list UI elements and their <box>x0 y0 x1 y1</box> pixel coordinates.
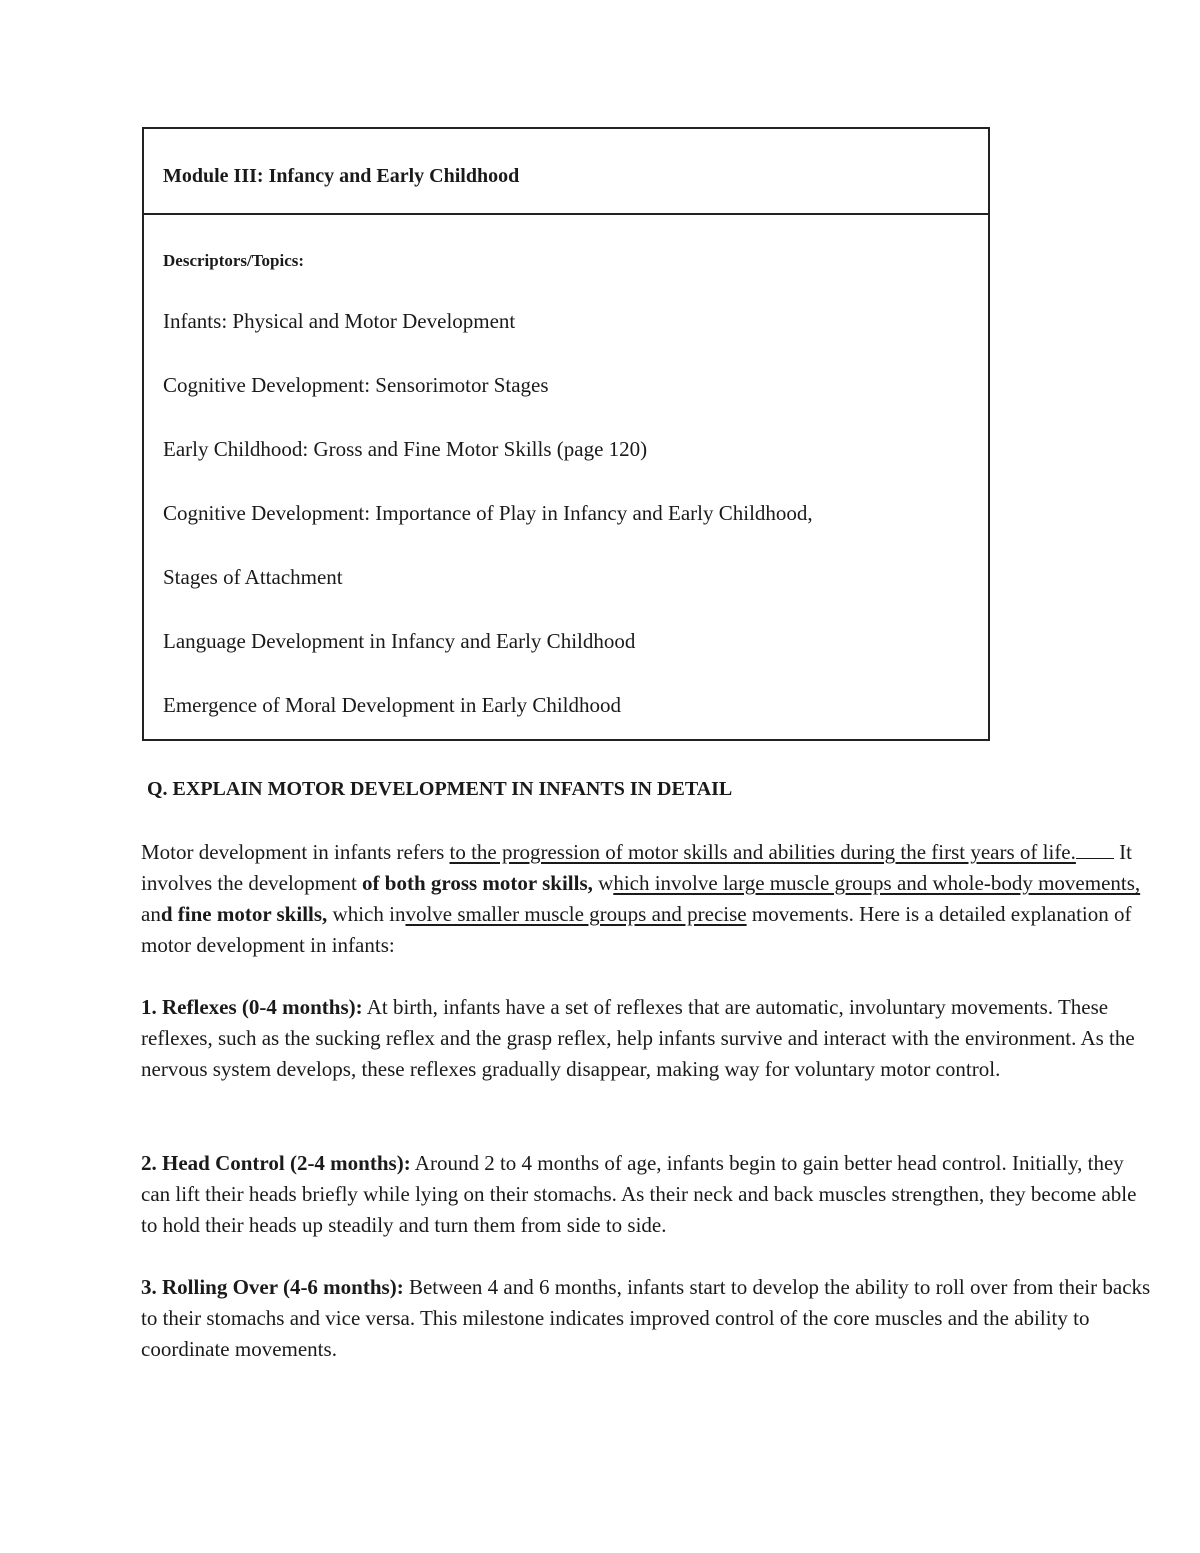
intro-text: which in <box>327 902 406 926</box>
section-text: Between 4 and 6 months, infants start to develop the ability to roll over from their backs to their stomachs and vice versa. This milestone indicates improved control of the core muscles and the ability to coordinate movements. <box>141 1275 1151 1361</box>
section-heading: 2. Head Control (2-4 months): <box>141 1151 411 1175</box>
intro-text: movements. Here is a detailed explanation of motor development in infants: <box>141 902 1132 957</box>
intro-underlined-text: to the progression of motor skills and abilities during the first years of life. <box>449 840 1076 864</box>
descriptors-label: Descriptors/Topics: <box>163 251 305 270</box>
section-head-control <box>141 1148 1156 1241</box>
section-rolling-over <box>141 1272 1156 1365</box>
topic-item: Cognitive Development: Importance of Play in Infancy and Early Childhood, <box>163 501 813 525</box>
section-text: At birth, infants have a set of reflexes that are automatic, involuntary movements. These reflexes, such as the sucking reflex and the grasp reflex, help infants survive and interact with the environment. As the nervous system develops, these reflexes gradually disappear, making way for voluntary motor control. <box>141 995 1135 1081</box>
intro-underlined-text: hich involve large muscle groups and whole-body movements, <box>613 871 1141 895</box>
module-title: Module III: Infancy and Early Childhood <box>163 165 520 187</box>
underline-gap <box>1076 857 1114 859</box>
question-heading: Q. EXPLAIN MOTOR DEVELOPMENT IN INFANTS IN DETAIL <box>147 778 733 800</box>
topic-item: Cognitive Development: Sensorimotor Stages <box>163 373 549 397</box>
intro-paragraph <box>141 837 1156 961</box>
module-box <box>142 127 990 741</box>
topic-item: Emergence of Moral Development in Early Childhood <box>163 693 621 717</box>
section-heading: 1. Reflexes (0-4 months): <box>141 995 363 1019</box>
topic-item: Infants: Physical and Motor Development <box>163 309 516 333</box>
intro-text: It involves the development <box>141 840 1132 895</box>
section-text: Around 2 to 4 months of age, infants begin to gain better head control. Initially, they can lift their heads briefly while lying on their stomachs. As their neck and back muscles strengthen, they become able to hold their heads up steadily and turn them from side to side. <box>141 1151 1137 1237</box>
intro-text: Motor development in infants refers <box>141 840 450 864</box>
intro-text: an <box>141 902 161 926</box>
intro-bold-text: d fine motor skills, <box>160 902 328 926</box>
topic-item: Language Development in Infancy and Early Childhood <box>163 629 636 653</box>
topic-item: Stages of Attachment <box>163 565 343 589</box>
topic-item: Early Childhood: Gross and Fine Motor Skills (page 120) <box>163 437 648 461</box>
module-header <box>144 129 988 215</box>
intro-text: w <box>592 871 614 895</box>
section-reflexes <box>141 992 1156 1085</box>
section-heading: 3. Rolling Over (4-6 months): <box>141 1275 404 1299</box>
intro-bold-text: of both gross motor skills, <box>362 871 593 895</box>
intro-underlined-text: volve smaller muscle groups and precise <box>405 902 747 926</box>
